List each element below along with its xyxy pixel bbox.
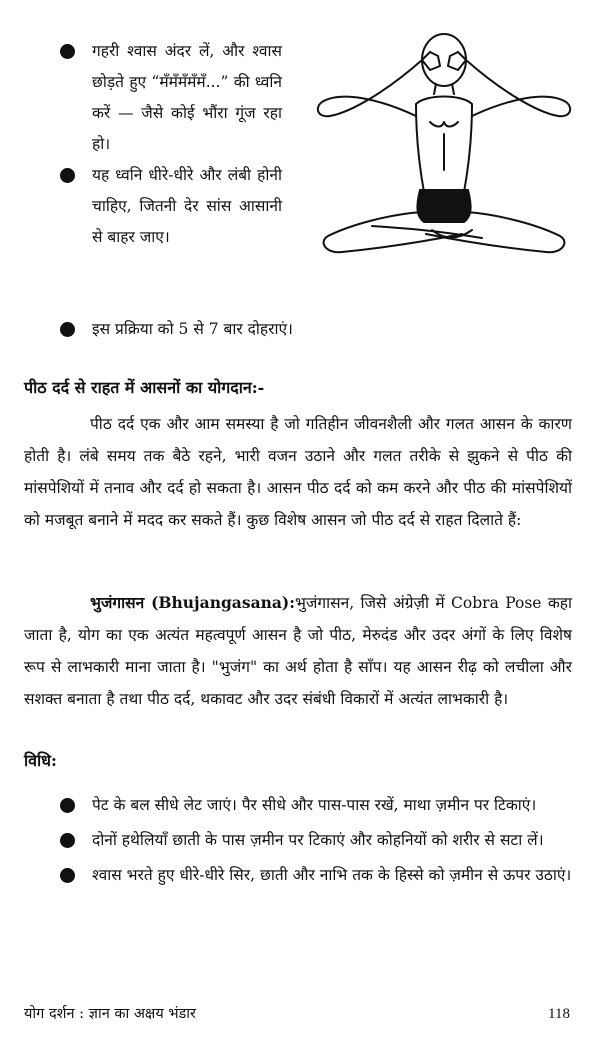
- list-item: [60, 160, 282, 253]
- bullet-text: गहरी श्वास अंदर लें, और श्वास छोड़ते हुए “मँमँमँमँमँ...” की ध्वनि करें — जैसे कोई भौंरा गूंज रहा हो।: [92, 42, 282, 153]
- method-step-list: [60, 790, 572, 895]
- term-bhujangasana: भुजंगासन (Bhujangasana):: [90, 593, 295, 612]
- paragraph-bhujangasana: [24, 587, 572, 715]
- step-text: पेट के बल सीधे लेट जाएं। पैर सीधे और पास-पास रखें, माथा ज़मीन पर टिकाएं।: [92, 796, 537, 814]
- list-item: [60, 790, 572, 821]
- paragraph-bhujangasana-body: भुजंगासन, जिसे अंग्रेज़ी में Cobra Pose कहा जाता है, योग का एक अत्यंत महत्वपूर्ण आसन है जो पीठ, मेरुदंड और उदर अंगों के लिए विशेष रूप से लाभकारी माना जाता है। "भुजंग" का अर्थ होता है साँप। यह आसन रीढ़ को लचीला और सशक्त बनाता है तथा पीठ दर्द, थकावट और उदर संबंधी विकारों में अत्यंत लाभकारी है।: [24, 594, 573, 708]
- footer-page-number: 118: [548, 1006, 570, 1022]
- bullet-icon: [60, 798, 75, 813]
- footer-book-title: योग दर्शन : ज्ञान का अक्षय भंडार: [24, 1006, 196, 1022]
- bullet-text: इस प्रक्रिया को 5 से 7 बार दोहराएं।: [92, 320, 293, 338]
- bullet-text: यह ध्वनि धीरे-धीरे और लंबी होनी चाहिए, जितनी देर सांस आसानी से बाहर जाए।: [92, 166, 282, 246]
- repeat-bullet: [60, 314, 592, 345]
- bullet-icon: [60, 833, 75, 848]
- bullet-icon: [60, 44, 75, 59]
- step-text: श्वास भरते हुए धीरे-धीरे सिर, छाती और नाभि तक के हिस्से को ज़मीन से ऊपर उठाएं।: [92, 866, 572, 884]
- bullet-icon: [60, 868, 75, 883]
- list-item: [60, 825, 572, 856]
- bullet-icon: [60, 168, 75, 183]
- step-text: दोनों हथेलियाँ छाती के पास ज़मीन पर टिकाएं और कोहनियों को शरीर से सटा लें।: [92, 831, 544, 849]
- intro-bullet-list: [60, 36, 282, 253]
- bullet-icon: [60, 322, 75, 337]
- bhramari-pranayama-illustration: [312, 30, 576, 274]
- list-item: [60, 36, 282, 160]
- section-heading: पीठ दर्द से राहत में आसनों का योगदान:-: [24, 378, 265, 397]
- list-item: [60, 860, 572, 891]
- paragraph-back-pain: पीठ दर्द एक और आम समस्या है जो गतिहीन जीवनशैली और गलत आसन के कारण होती है। लंबे समय तक बैठे रहने, भारी वजन उठाने और गलत तरीके से झुकने से पीठ की मांसपेशियों में तनाव और दर्द हो सकता है। आसन पीठ दर्द को कम करने और पीठ की मांसपेशियों को मजबूत बनाने में मदद कर सकते हैं। कुछ विशेष आसन जो पीठ दर्द से राहत दिलाते हैं:: [24, 415, 572, 529]
- method-heading: विधि:: [24, 751, 57, 770]
